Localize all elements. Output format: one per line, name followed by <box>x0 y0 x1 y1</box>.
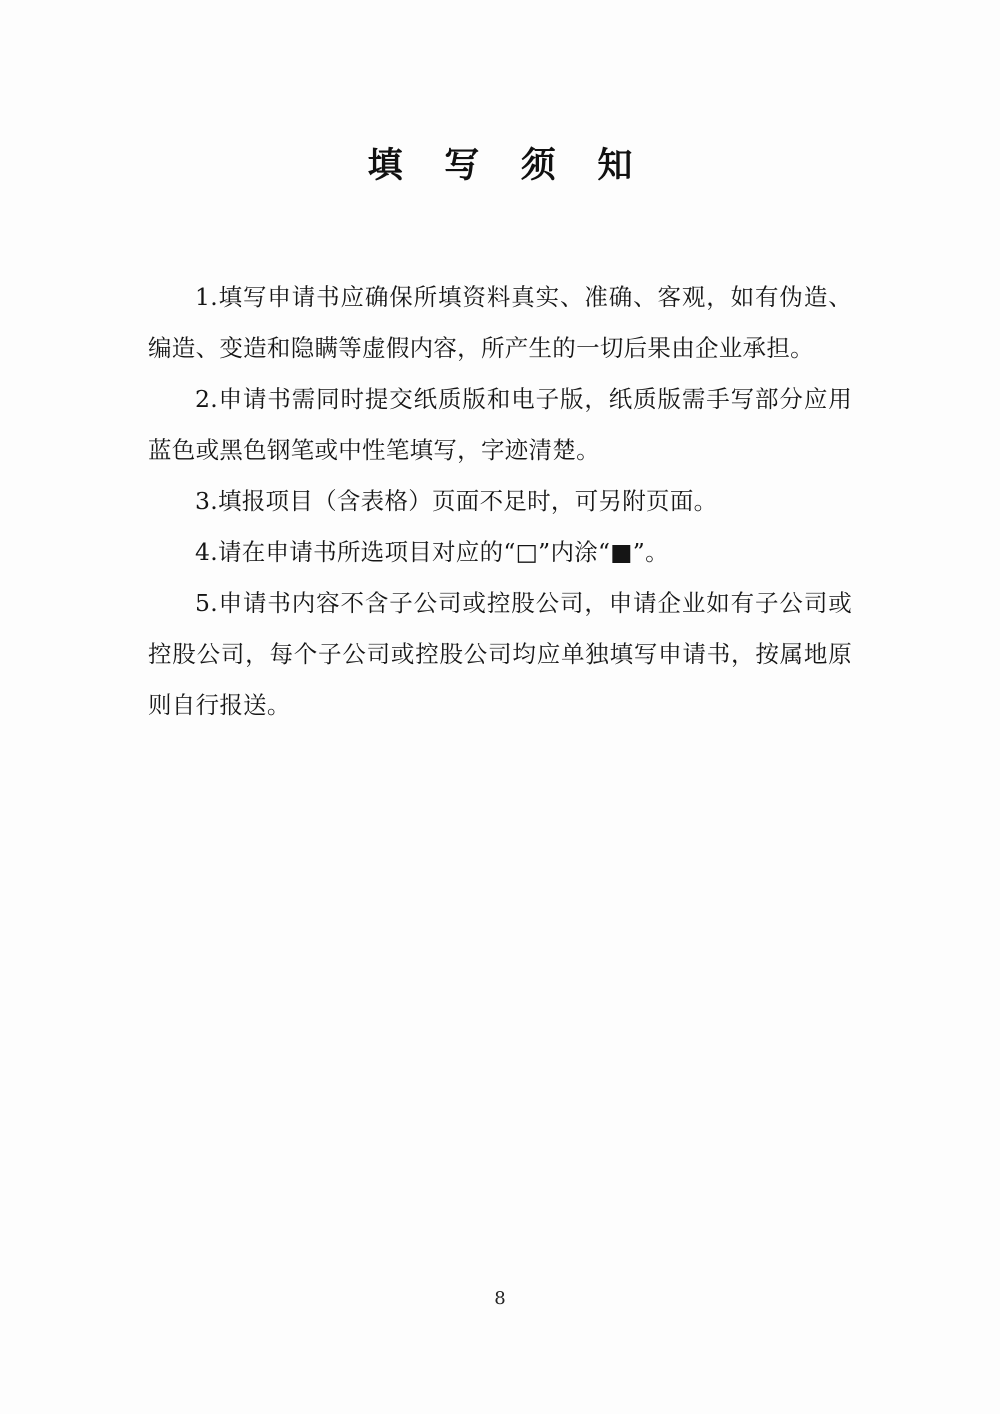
instruction-paragraph-3: 3.填报项目（含表格）页面不足时，可另附页面。 <box>195 487 718 515</box>
instructions-body <box>148 272 852 731</box>
instruction-paragraph-2: 2.申请书需同时提交纸质版和电子版，纸质版需手写部分应用蓝色或黑色钢笔或中性笔填写，字迹清楚。 <box>148 385 852 464</box>
instruction-paragraph-5: 5.申请书内容不含子公司或控股公司，申请企业如有子公司或控股公司，每个子公司或控股公司均应单独填写申请书，按属地原则自行报送。 <box>148 589 852 719</box>
page-number: 8 <box>494 1288 506 1309</box>
instruction-paragraph-1: 1.填写申请书应确保所填资料真实、准确、客观，如有伪造、编造、变造和隐瞒等虚假内容，所产生的一切后果由企业承担。 <box>148 283 852 362</box>
instruction-paragraph-4: 4.请在申请书所选项目对应的“□”内涂“■”。 <box>195 538 669 566</box>
page-title: 填 写 须 知 <box>367 146 648 186</box>
